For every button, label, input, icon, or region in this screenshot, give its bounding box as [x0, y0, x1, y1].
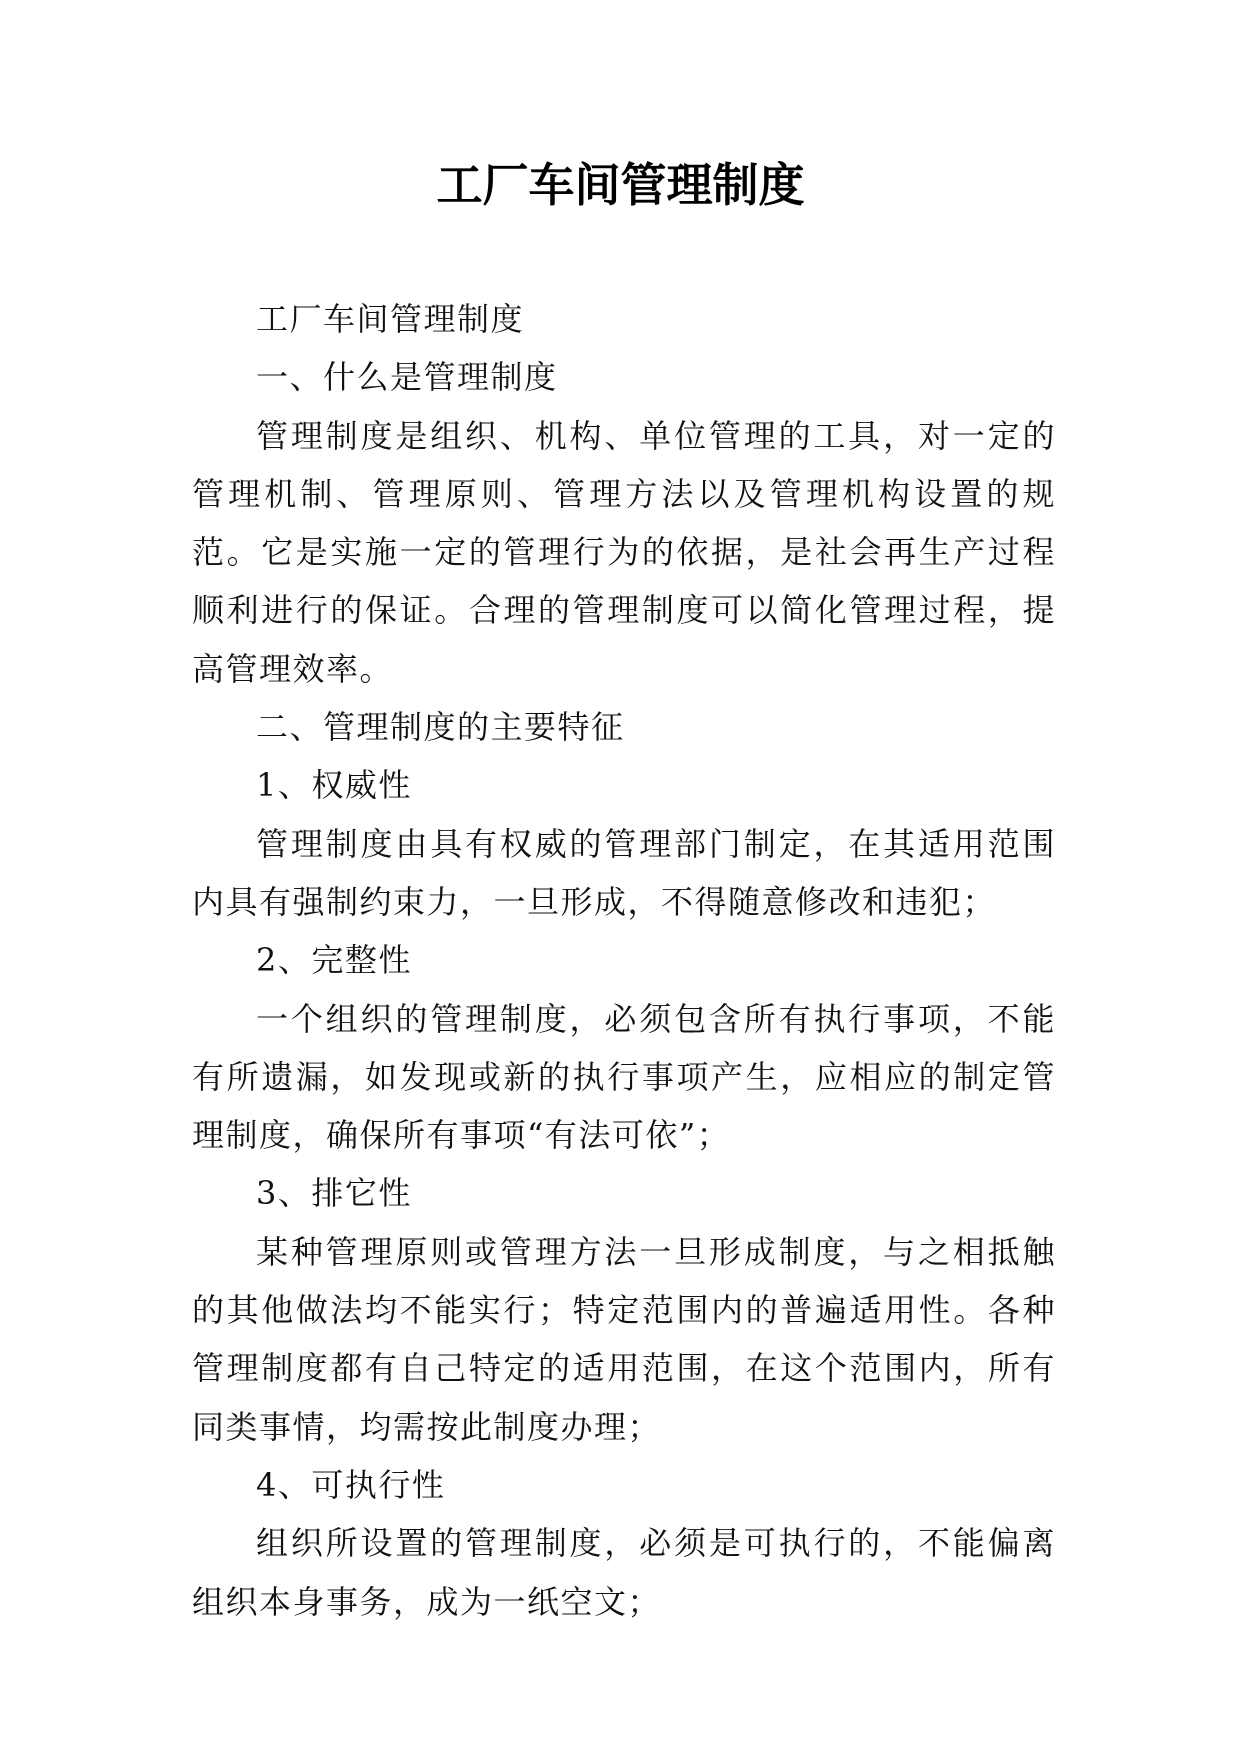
body-paragraph: 管理制度是组织、机构、单位管理的工具，对一定的管理机制、管理原则、管理方法以及管理机构设置的规范。它是实施一定的管理行为的依据，是社会再生产过程顺利进行的保证。合理的管理制度可以简化管理过程，提高管理效率。	[192, 416, 1056, 688]
section-heading-2: 二、管理制度的主要特征	[256, 708, 625, 747]
body-paragraph: 一个组织的管理制度，必须包含所有执行事项，不能有所遗漏，如发现或新的执行事项产生，应相应的制定管理制度，确保所有事项“有法可依”；	[192, 999, 1056, 1155]
section-heading-1: 一、什么是管理制度	[256, 358, 558, 397]
body-paragraph: 管理制度由具有权威的管理部门制定，在其适用范围内具有强制约束力，一旦形成，不得随意修改和违犯；	[192, 824, 1056, 921]
document-body	[192, 290, 1056, 1631]
subheading-authority: 1、权威性	[256, 766, 412, 805]
body-paragraph: 某种管理原则或管理方法一旦形成制度，与之相抵触的其他做法均不能实行；特定范围内的普遍适用性。各种管理制度都有自己特定的适用范围，在这个范围内，所有同类事情，均需按此制度办理；	[192, 1232, 1056, 1446]
body-paragraph: 组织所设置的管理制度，必须是可执行的，不能偏离组织本身事务，成为一纸空文；	[192, 1524, 1056, 1621]
subheading-executability: 4、可执行性	[256, 1465, 446, 1504]
document-title: 工厂车间管理制度	[436, 158, 805, 212]
subheading-exclusivity: 3、排它性	[256, 1174, 412, 1213]
subheading-completeness: 2、完整性	[256, 941, 412, 980]
heading-repeat-title: 工厂车间管理制度	[256, 300, 525, 338]
